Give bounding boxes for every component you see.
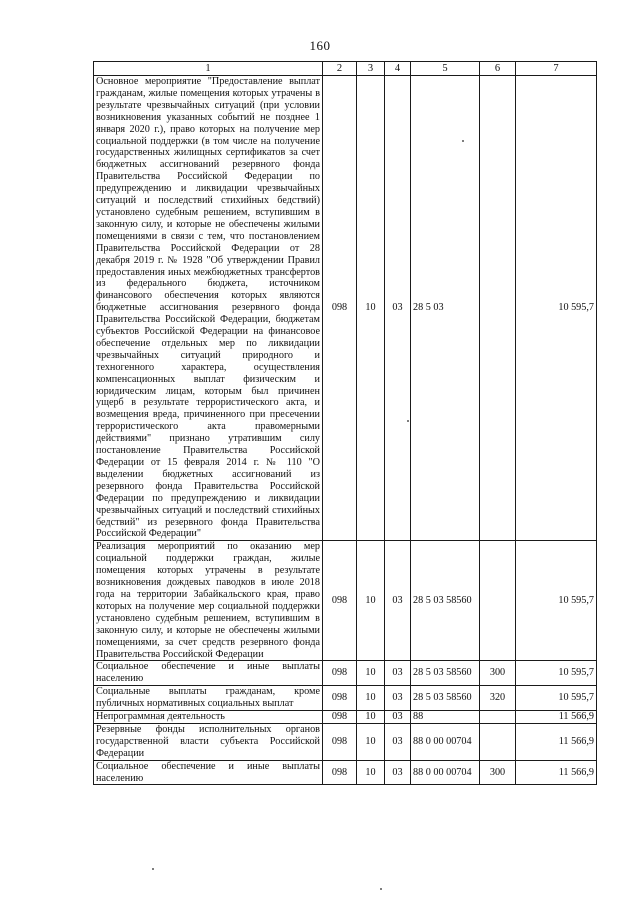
amount: 11 566,9 — [516, 760, 597, 785]
amount: 10 595,7 — [516, 76, 597, 541]
table-row — [94, 661, 597, 686]
scan-speck — [152, 868, 154, 870]
subsection-code: 03 — [385, 661, 411, 686]
table-row — [94, 541, 597, 661]
page-number: 160 — [309, 38, 331, 53]
header-row — [94, 62, 597, 76]
expense-type-code — [480, 541, 516, 661]
target-article-code: 28 5 03 58560 — [411, 661, 480, 686]
table-row — [94, 760, 597, 785]
ministry-code: 098 — [323, 686, 357, 711]
row-name: Основное мероприятие "Предоставление выплат гражданам, жилые помещения которых утрачены в результате чрезвычайных ситуаций (при условии возникновения указанных событий не позднее 1 января 2020 г.), право которых на получение мер социальной поддержки (в том числе на получение государственных жилищных сертификатов за счет бюджетных ассигнований резервного фонда Правительства Российской Федерации по предупреждению и ликвидации чрезвычайных ситуаций и последствий стихийных бедствий) установлено судебным решением, вступившим в законную силу, и которые не обеспечены жилыми помещениями в связи с тем, что постановлением Правительства Российской Федерации от 28 декабря 2019 г. № 1928 "Об утверждении Правил предоставления иных межбюджетных трансфертов из федерального бюджета, источником финансового обеспечения которых являются бюджетные ассигнования резервного фонда Правительства Российской Федерации, бюджетам субъектов Российской Федерации на финансовое обеспечение отдельных мер по ликвидации чрезвычайных ситуаций природного и техногенного характера, осуществления компенсационных выплат физическим и юридическим лицам, которым был причинен ущерб в результате террористического акта, и возмещения вреда, причиненного при пресечении террористического акта правомерными действиями" признано утратившим силу постановление Правительства Российской Федерации от 15 февраля 2014 г. № 110 "О выделении бюджетных ассигнований из резервного фонда Правительства Российской Федерации по предупреждению и ликвидации чрезвычайных ситуаций и последствий стихийных бедствий" из резервного фонда Правительства Российской Федерации" — [94, 76, 323, 541]
header-col-4: 4 — [385, 62, 411, 76]
budget-table — [93, 61, 597, 785]
section-code: 10 — [357, 711, 385, 724]
row-name: Социальное обеспечение и иные выплаты населению — [94, 760, 323, 785]
target-article-code: 28 5 03 — [411, 76, 480, 541]
amount: 10 595,7 — [516, 541, 597, 661]
scan-speck — [380, 888, 382, 890]
row-name: Реализация мероприятий по оказанию мер социальной поддержки граждан, жилые помещения которых утрачены в результате возникновения дождевых паводков в июле 2018 года на территории Забайкальского края, право которых на получение мер социальной поддержки установлено судебным решением, вступившим в законную силу, и которые не обеспечены жилыми помещениями, за счет средств резервного фонда Правительства Российской Федерации — [94, 541, 323, 661]
table-row — [94, 711, 597, 724]
section-code: 10 — [357, 76, 385, 541]
target-article-code: 88 0 00 00704 — [411, 723, 480, 760]
ministry-code: 098 — [323, 711, 357, 724]
expense-type-code — [480, 723, 516, 760]
amount: 10 595,7 — [516, 686, 597, 711]
section-code: 10 — [357, 541, 385, 661]
amount: 11 566,9 — [516, 711, 597, 724]
expense-type-code: 300 — [480, 760, 516, 785]
header-col-1: 1 — [94, 62, 323, 76]
expense-type-code — [480, 76, 516, 541]
header-col-7: 7 — [516, 62, 597, 76]
row-name: Социальные выплаты гражданам, кроме публичных нормативных социальных выплат — [94, 686, 323, 711]
section-code: 10 — [357, 760, 385, 785]
target-article-code: 88 — [411, 711, 480, 724]
header-col-5: 5 — [411, 62, 480, 76]
subsection-code: 03 — [385, 686, 411, 711]
table-row — [94, 76, 597, 541]
subsection-code: 03 — [385, 711, 411, 724]
amount: 10 595,7 — [516, 661, 597, 686]
section-code: 10 — [357, 723, 385, 760]
section-code: 10 — [357, 661, 385, 686]
ministry-code: 098 — [323, 76, 357, 541]
subsection-code: 03 — [385, 541, 411, 661]
subsection-code: 03 — [385, 723, 411, 760]
target-article-code: 28 5 03 58560 — [411, 541, 480, 661]
ministry-code: 098 — [323, 661, 357, 686]
amount: 11 566,9 — [516, 723, 597, 760]
target-article-code: 88 0 00 00704 — [411, 760, 480, 785]
header-col-3: 3 — [357, 62, 385, 76]
ministry-code: 098 — [323, 541, 357, 661]
scan-speck — [407, 420, 409, 422]
row-name: Непрограммная деятельность — [94, 711, 323, 724]
ministry-code: 098 — [323, 723, 357, 760]
table-row — [94, 686, 597, 711]
target-article-code: 28 5 03 58560 — [411, 686, 480, 711]
row-name: Резервные фонды исполнительных органов государственной власти субъекта Российской Федерации — [94, 723, 323, 760]
expense-type-code: 320 — [480, 686, 516, 711]
header-col-6: 6 — [480, 62, 516, 76]
section-code: 10 — [357, 686, 385, 711]
subsection-code: 03 — [385, 76, 411, 541]
scan-speck — [462, 140, 464, 142]
table-row — [94, 723, 597, 760]
expense-type-code — [480, 711, 516, 724]
expense-type-code: 300 — [480, 661, 516, 686]
row-name: Социальное обеспечение и иные выплаты населению — [94, 661, 323, 686]
ministry-code: 098 — [323, 760, 357, 785]
subsection-code: 03 — [385, 760, 411, 785]
header-col-2: 2 — [323, 62, 357, 76]
